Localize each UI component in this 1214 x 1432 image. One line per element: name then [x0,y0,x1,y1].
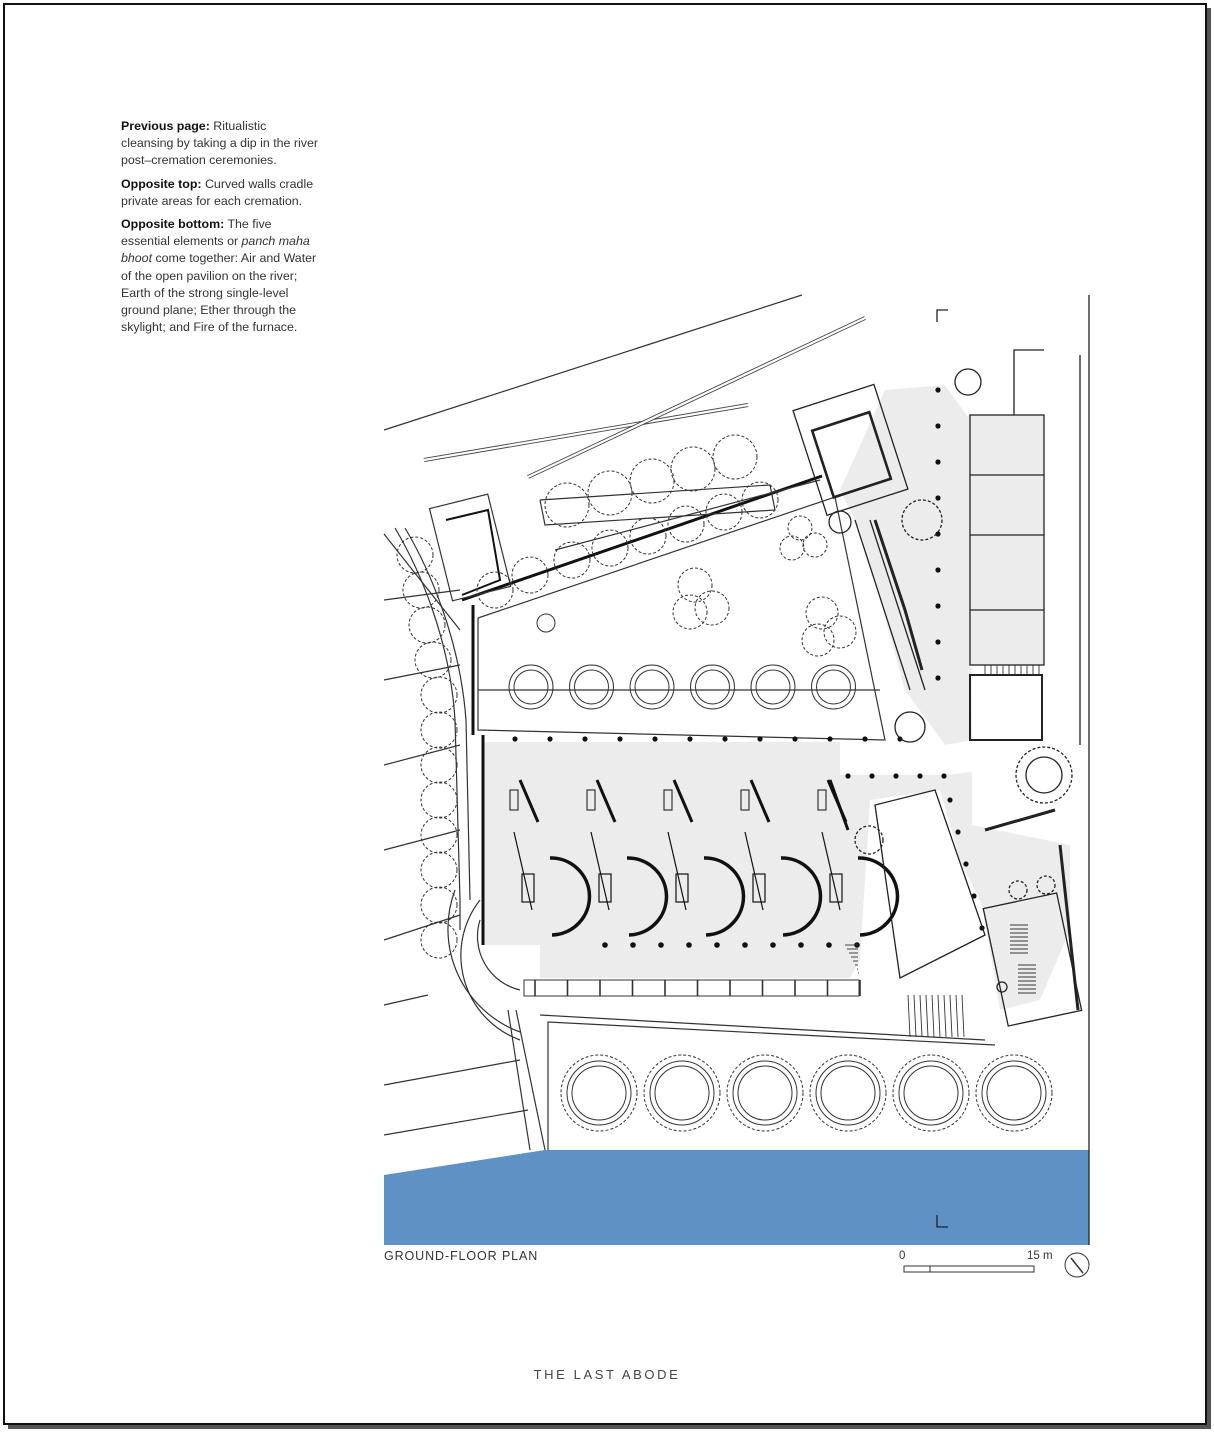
ghat-ring [567,1061,631,1125]
column [826,942,832,948]
stair-tread [908,995,910,1037]
west-tree [421,677,457,713]
caption-lead: Opposite bottom: [121,217,225,232]
garden-platform [630,665,674,709]
footer-title: THE LAST ABODE [533,1367,681,1382]
north-tree [671,447,715,491]
column [845,773,850,778]
column [963,861,968,866]
column [935,639,940,644]
column [512,736,517,741]
south-stall-row [524,980,860,996]
column [827,736,832,741]
stair-tread [926,995,928,1037]
stair-tread [920,995,922,1037]
garden-platform-inner [756,670,790,704]
quay-edge [516,1010,545,1150]
column [602,942,608,948]
column [792,736,797,741]
column [935,459,940,464]
column [652,736,657,741]
ghat-inner [987,1066,1041,1120]
column [798,942,804,948]
west-tree [409,607,445,643]
stair-tread [956,995,958,1037]
west-tree [403,572,439,608]
column [935,423,940,428]
stall-row [524,980,859,996]
column [547,736,552,741]
column [947,797,952,802]
north-tree [588,471,632,515]
west-tree [415,642,451,678]
west-tree [421,922,457,958]
north-wall [462,476,822,600]
stair-tread [950,995,952,1037]
column [935,387,940,392]
caption-lead: Previous page: [121,119,210,133]
southeast-wing [985,810,1055,830]
column [869,773,874,778]
column [617,736,622,741]
garden-platform-inner [514,670,548,704]
garden-platform-inner [696,670,730,704]
road-line [528,318,865,477]
column [770,942,776,948]
garden-tree-small [537,614,555,632]
caption-text: come together: Air and Water of the open pavilion on the river; Earth of the strong single-level ground plane; Ether through the skylight; and Fire of the furnace. [121,251,317,335]
north-tree [545,483,589,527]
stair-tread [914,995,916,1037]
scale-label-end: 15 m [1027,1250,1053,1262]
column [722,736,727,741]
caption-text: The five essential elements or [121,217,272,249]
ghat-ring [650,1061,714,1125]
ghat-inner [821,1066,875,1120]
column [917,773,922,778]
northeast-ring [955,369,981,395]
column [658,942,664,948]
garden-platform [812,665,856,709]
garden-platform-inner [575,670,609,704]
ghat-inner [738,1066,792,1120]
scale-bar [904,1266,1034,1272]
arcade-ring [895,712,925,742]
garden-platform-inner [817,670,851,704]
column [714,942,720,948]
caption-lead: Opposite top: [121,176,202,191]
west-tree [421,782,457,818]
west-tree [421,712,457,748]
north-marker [937,310,948,322]
west-tree [397,537,433,573]
northwest-block [446,510,500,595]
northwest-building [430,494,511,601]
paved-areas [483,385,1070,1010]
garden-edge [478,497,885,740]
east-ring [1026,757,1062,793]
column [687,736,692,741]
column [582,736,587,741]
caption-italic: panch maha bhoot [121,234,310,266]
scale-label-start: 0 [899,1250,906,1262]
ghat-ring [982,1061,1046,1125]
plan-title: GROUND-FLOOR PLAN [384,1249,539,1263]
column [686,942,692,948]
road-line [384,295,802,430]
north-tree [713,435,757,479]
column [630,942,636,948]
ghat-ring [733,1061,797,1125]
ghat-ring [816,1061,880,1125]
column [941,773,946,778]
column [935,675,940,680]
garden-platform [691,665,735,709]
east-toilet-block [970,675,1042,740]
garden-platform [509,665,553,709]
east-ring [1016,747,1072,803]
ghat-inner [655,1066,709,1120]
column [742,942,748,948]
caption-text: Curved walls cradle private areas for each cremation. [121,176,314,208]
column [862,736,867,741]
west-tree [421,747,457,783]
north-tree-row [477,435,778,608]
stair-tread [938,995,940,1037]
east-boundary-top [1014,350,1044,415]
west-tree [421,852,457,888]
garden-platform [751,665,795,709]
stair-tread [944,995,946,1037]
column [935,495,940,500]
column [893,773,898,778]
quay-edge [540,1015,985,1040]
caption-text: Ritualistic cleansing by taking a dip in the river post–cremation ceremonies. [121,119,318,168]
ghat-inner [572,1066,626,1120]
river-water [384,1150,1089,1245]
north-tree [554,542,590,578]
column [935,603,940,608]
north-tree [630,459,674,503]
stair-tread [932,995,934,1037]
ghat-ring [899,1061,963,1125]
column [935,567,940,572]
riverside-platforms [561,1055,1052,1131]
garden-platform-row [509,665,856,709]
garden-platform-inner [635,670,669,704]
garden-platform [570,665,614,709]
ghat-inner [904,1066,958,1120]
garden-trees [673,516,856,656]
column [757,736,762,741]
stair-tread [962,995,964,1037]
column [955,829,960,834]
north-arrow-icon [1065,1253,1089,1277]
west-tree-column [397,537,457,958]
